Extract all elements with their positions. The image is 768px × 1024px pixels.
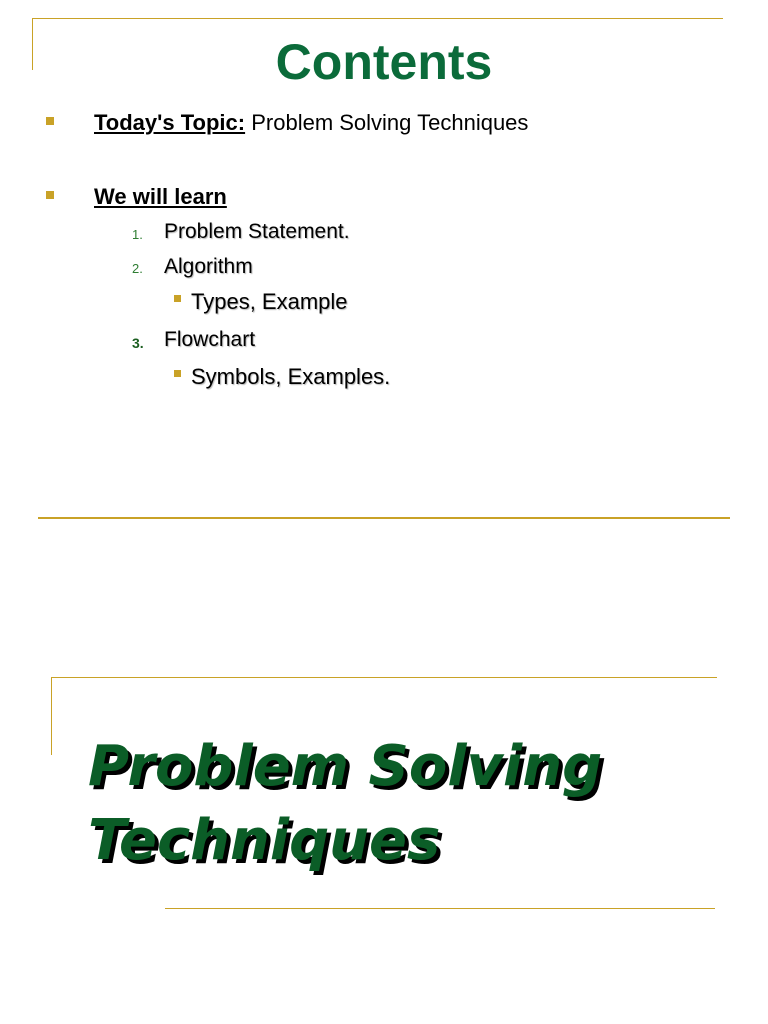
item-number: 1.: [132, 227, 143, 242]
topic-value: Problem Solving Techniques: [251, 110, 529, 135]
bottom-rule: [38, 517, 730, 519]
list-item: Algorithm: [164, 255, 253, 278]
title-line-2: Techniques: [88, 808, 441, 873]
item-number: 2.: [132, 261, 143, 276]
sub-item: Types, Example: [191, 289, 348, 314]
sub-bullet-icon: [174, 370, 181, 377]
topic-label: Today's Topic:: [94, 110, 246, 135]
title-line-1: Problem Solving: [88, 734, 603, 799]
title-slide: [0, 540, 768, 1024]
list-item: Problem Statement.: [164, 220, 350, 243]
slide-title: Contents: [275, 34, 493, 90]
sub-item: Symbols, Examples.: [191, 364, 391, 389]
item-number: 3.: [132, 335, 144, 351]
learn-line: [94, 184, 227, 210]
bullet-icon: [46, 117, 54, 125]
sub-bullet-icon: [174, 295, 181, 302]
bottom-rule: [165, 908, 715, 909]
bullet-icon: [46, 191, 54, 199]
list-item: Flowchart: [164, 328, 256, 351]
top-rule: [32, 18, 723, 19]
learn-label: We will learn: [94, 184, 227, 209]
left-rule: [51, 677, 52, 755]
top-rule: [51, 677, 717, 678]
slide-title: [88, 730, 602, 878]
topic-line: [94, 110, 528, 136]
